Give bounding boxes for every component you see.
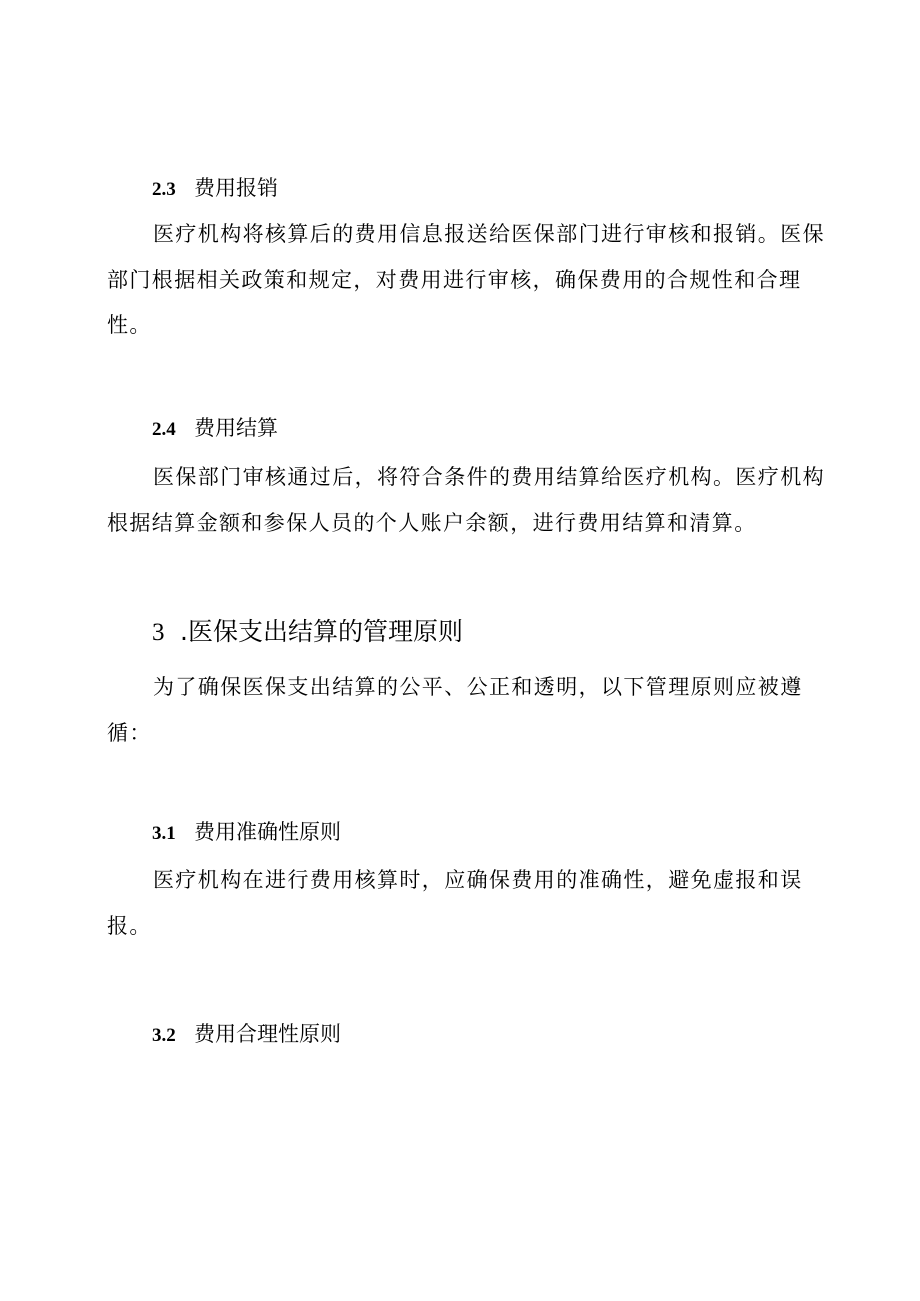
section-heading-3-2: [152, 1019, 341, 1051]
section-title: 费用结算: [194, 416, 278, 440]
section-title: 费用准确性原则: [194, 820, 341, 844]
section-title: 费用合理性原则: [194, 1022, 341, 1046]
section-paragraph: 为了确保医保支出结算的公平、公正和透明，以下管理原则应被遵循：: [107, 675, 803, 745]
section-number: 3.2: [152, 1025, 176, 1046]
section-heading-3: [152, 615, 463, 650]
section-number: 2.3: [152, 179, 176, 200]
section-paragraph: 医保部门审核通过后，将符合条件的费用结算给医疗机构。医疗机构根据结算金额和参保人员的个人账户余额，进行费用结算和清算。: [107, 465, 825, 535]
section-number: 3.1: [152, 823, 176, 844]
section-title: 费用报销: [194, 176, 278, 200]
section-title: .医保支出结算的管理原则: [180, 617, 463, 646]
section-paragraph: 医疗机构在进行费用核算时，应确保费用的准确性，避免虚报和误报。: [107, 868, 803, 938]
section-heading-2-4: [152, 413, 278, 445]
section-number: 2.4: [152, 419, 176, 440]
section-heading-3-1: [152, 817, 341, 849]
section-heading-2-3: [152, 173, 278, 205]
section-number: 3: [152, 619, 165, 646]
section-paragraph: 医疗机构将核算后的费用信息报送给医保部门进行审核和报销。医保部门根据相关政策和规定，对费用进行审核，确保费用的合规性和合理性。: [107, 222, 825, 337]
